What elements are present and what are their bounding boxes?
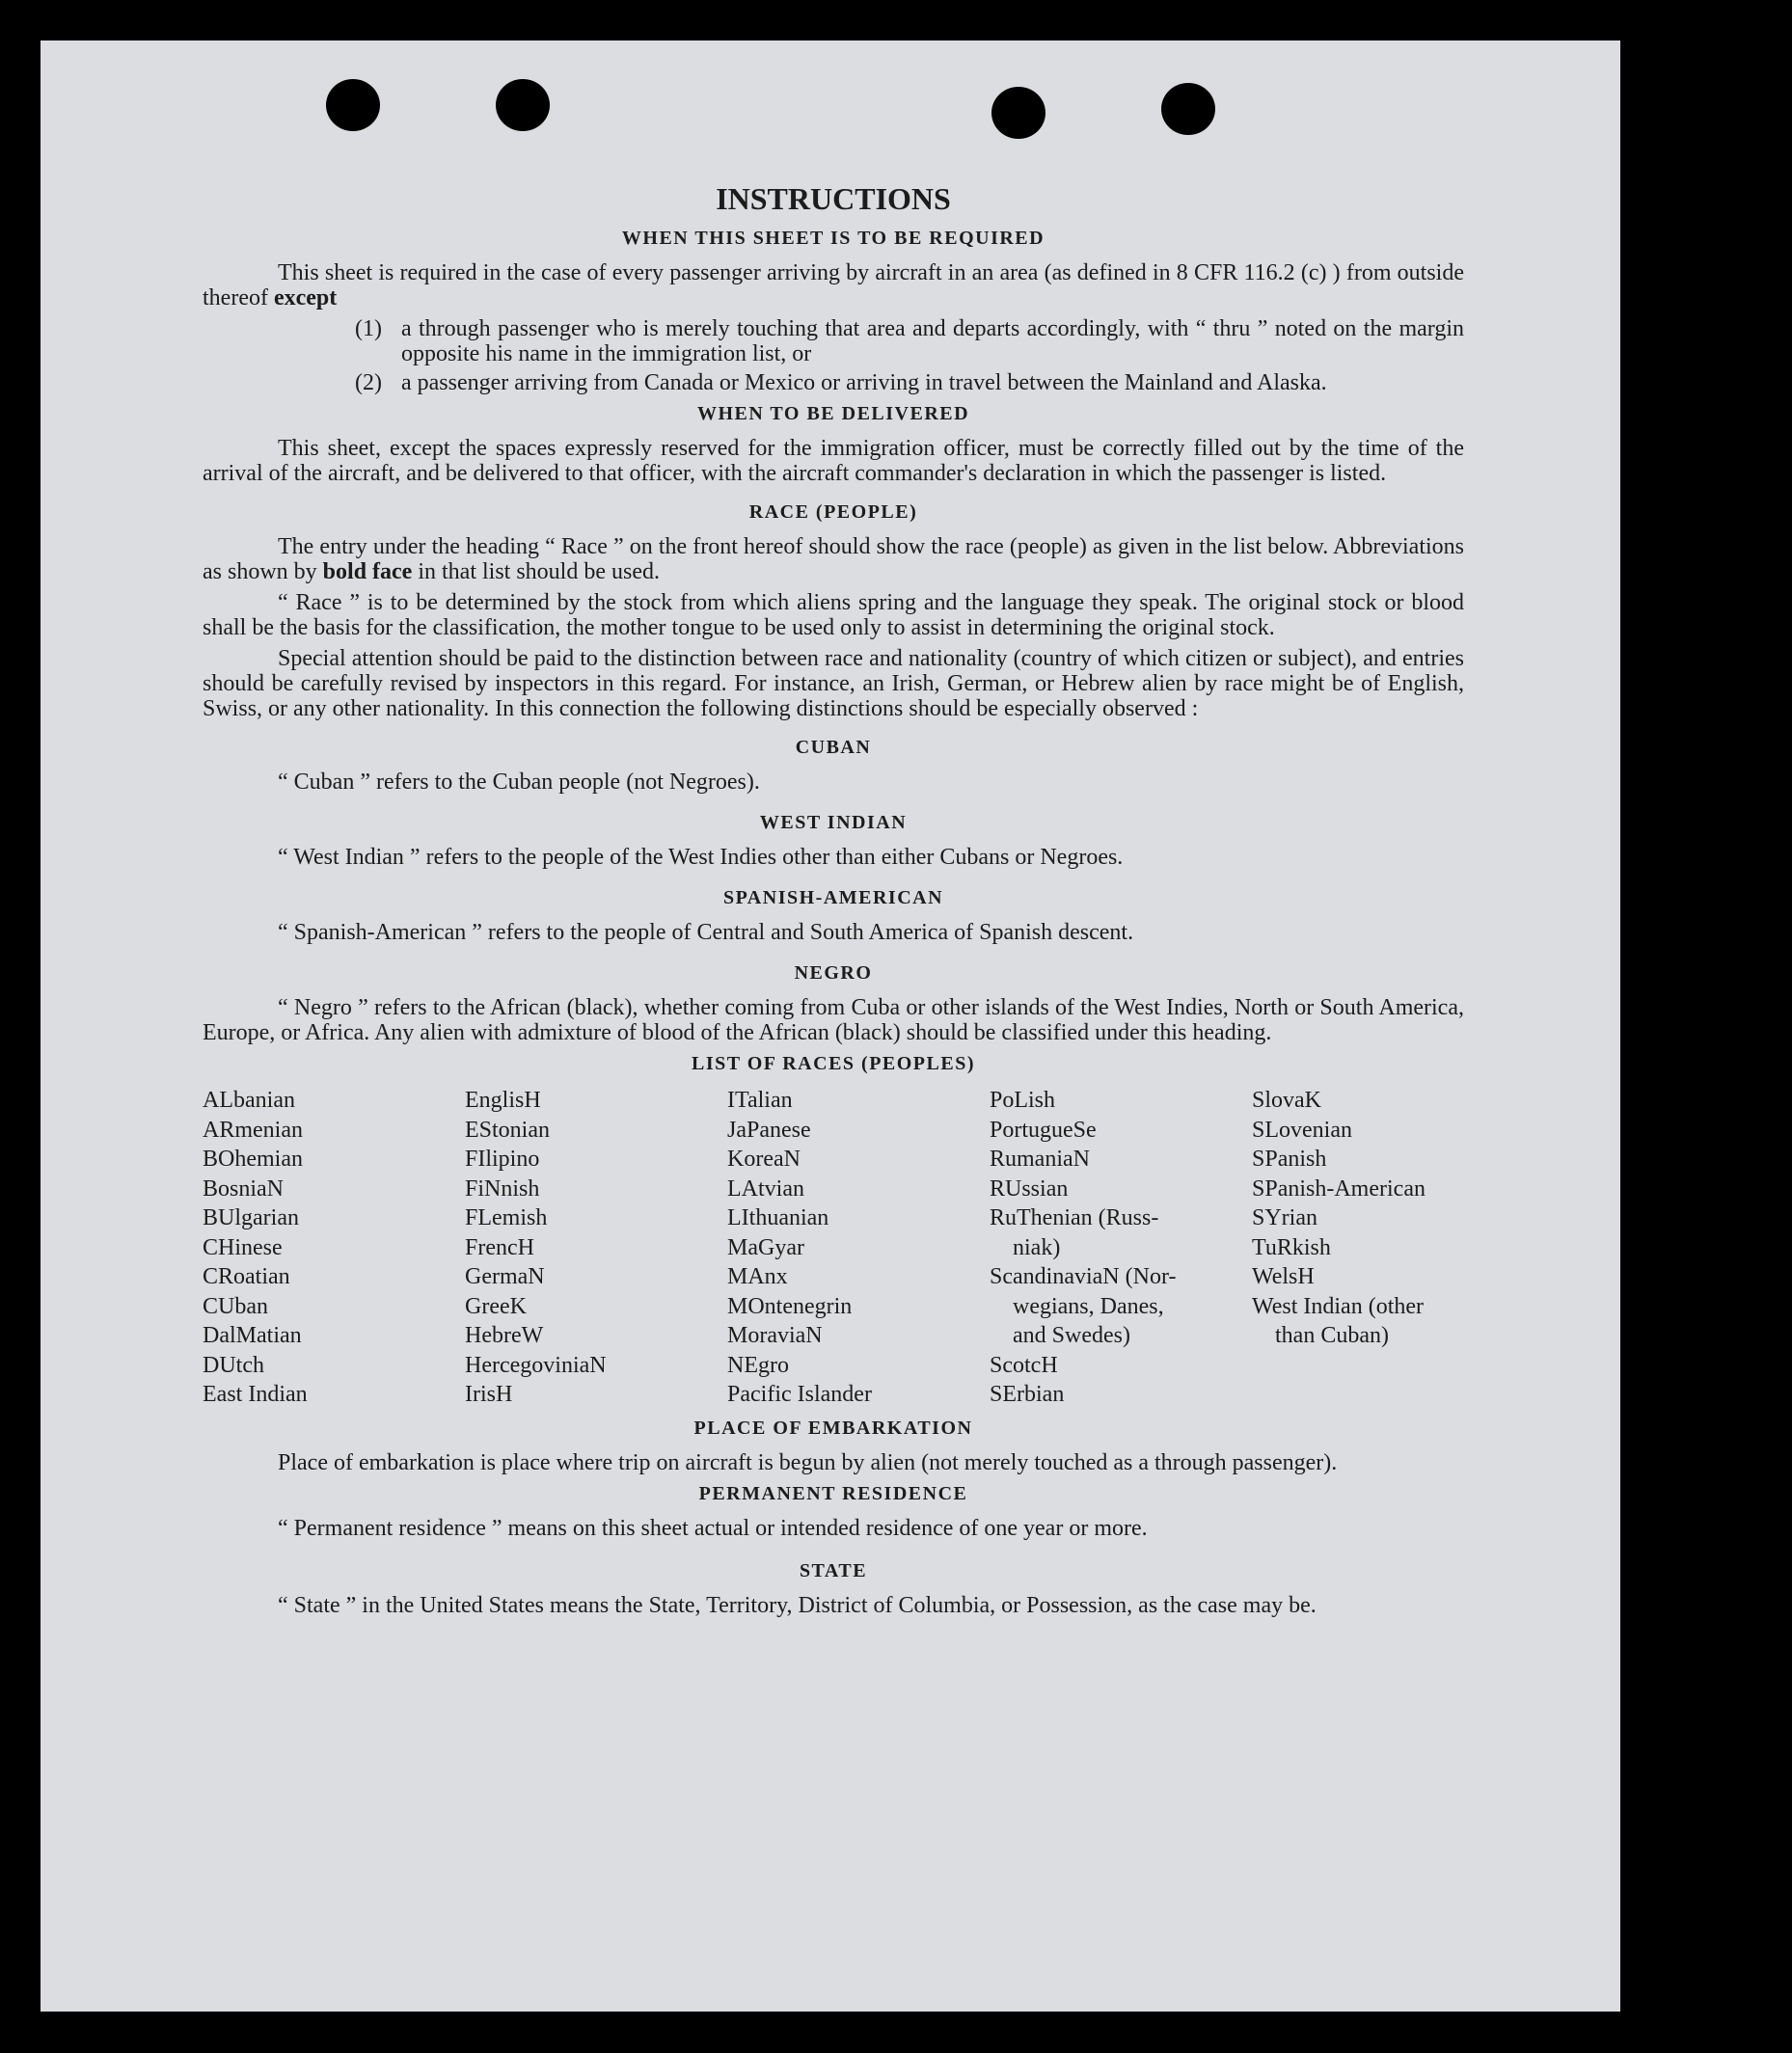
race-column-3 [727,1086,990,1410]
list-item: HebreW [465,1323,544,1348]
list-item: PortugueSe [990,1117,1097,1143]
list-item: HercegoviniaN [465,1352,607,1378]
spanish-american-text: “ Spanish-American ” refers to the people of Central and South America of Spanish descent. [278,920,1134,945]
embarkation-text: Place of embarkation is place where trip on aircraft is begun by alien (not merely touched as a through passenger). [278,1449,1338,1475]
punch-hole [991,87,1045,139]
list-item: EnglisH [465,1088,541,1113]
race-paragraph: “ Race ” is to be determined by the stock from which aliens spring and the language they speak. The original stock or blood shall be the basis for the classification, the mother tongue to be used only to assist in determining the original stock. [203,590,1464,640]
list-item: MoraviaN [727,1323,823,1348]
list-item: ScandinaviaN (Nor- [990,1264,1177,1289]
list-item: JaPanese [727,1117,811,1143]
list-item: WelsH [1252,1264,1315,1289]
section-heading-negro: NEGRO [794,962,873,984]
list-item: FiNnish [465,1175,540,1202]
list-item: FIlipino [465,1147,540,1172]
list-item: KoreaN [727,1147,801,1172]
list-item: EStonian [465,1117,550,1143]
list-item: East Indian [203,1382,308,1407]
list-item: TuRkish [1252,1234,1331,1260]
list-item: GermaN [465,1264,545,1289]
list-item: niak) [1013,1234,1061,1260]
race-paragraph: Special attention should be paid to the distinction between race and nationality (country of which citizen or subject), and entries should be carefully revised by inspectors in this regard. For instance, an Irish, German, or Hebrew alien by race might be of English, Swiss, or any other nationality. In this connection the following distinctions should be especially observed : [203,646,1464,721]
state-text: “ State ” in the United States means the State, Territory, District of Columbia, or Possession, as the case may be. [278,1592,1317,1618]
section-heading-state: STATE [799,1559,868,1581]
list-item: and Swedes) [1013,1323,1130,1348]
list-item: ALbanian [203,1088,295,1113]
section-heading-required: WHEN THIS SHEET IS TO BE REQUIRED [621,228,1045,249]
race-column-4 [990,1086,1252,1410]
race-paragraph: The entry under the heading “ Race ” on the front hereof should show the race (people) as given in the list below. Abbreviations as shown by bold face in that list should be used. [203,534,1464,584]
list-item: RUssian [990,1175,1069,1202]
list-item: SYrian [1252,1205,1317,1230]
list-item: BosniaN [203,1175,284,1202]
race-column-1 [203,1086,465,1410]
negro-text: “ Negro ” refers to the African (black), whether coming from Cuba or other islands of the West Indies, North or South America, Europe, or Africa. Any alien with admixture of blood of the African (black) should be classified under this heading. [203,995,1464,1045]
list-item: PoLish [990,1088,1056,1113]
list-item: BOhemian [203,1147,303,1172]
residence-text: “ Permanent residence ” means on this sheet actual or intended residence of one year or more. [278,1515,1148,1541]
list-item: SErbian [990,1382,1065,1407]
list-item: BUlgarian [203,1205,299,1230]
list-item: FrencH [465,1234,534,1260]
section-heading-cuban: CUBAN [795,737,872,758]
list-item: (1) a through passenger who is merely touching that area and departs accordingly, with “ thru ” noted on the margin opposite his name in the immigration list, or [355,316,1464,366]
page-title: INSTRUCTIONS [716,181,951,216]
list-item: CUban [203,1293,268,1319]
punch-hole [326,79,380,131]
list-item: ITalian [727,1088,793,1113]
list-item: Pacific Islander [727,1382,872,1407]
list-item: RumaniaN [990,1147,1090,1172]
list-item: LAtvian [727,1175,804,1202]
punch-hole [1161,83,1215,135]
list-item: SlovaK [1252,1088,1321,1113]
section-heading-embarkation: PLACE OF EMBARKATION [693,1417,973,1439]
list-item: IrisH [465,1382,513,1407]
delivered-text: This sheet, except the spaces expressly reserved for the immigration officer, must be correctly filled out by the time of the arrival of the aircraft, and be delivered to that officer, with the aircraft commander's declaration in which the passenger is listed. [203,436,1464,486]
section-heading-race: RACE (PEOPLE) [748,501,918,523]
race-list [203,1086,1464,1410]
list-item: CHinese [203,1234,283,1260]
section-heading-residence: PERMANENT RESIDENCE [698,1482,968,1504]
required-intro: This sheet is required in the case of every passenger arriving by aircraft in an area (as defined in 8 CFR 116.2 (c) ) from outside thereof except [203,260,1464,311]
section-heading-races: LIST OF RACES (PEOPLES) [691,1053,975,1074]
cuban-text: “ Cuban ” refers to the Cuban people (not Negroes). [278,770,760,795]
list-item: (2) a passenger arriving from Canada or Mexico or arriving in travel between the Mainland and Alaska. [355,370,1327,395]
list-item: NEgro [727,1352,789,1378]
list-item: DUtch [203,1352,264,1378]
list-item: SPanish-American [1252,1175,1425,1202]
punch-hole [496,79,550,131]
list-item: ScotcH [990,1352,1058,1378]
section-heading-spanish-american: SPANISH-AMERICAN [722,887,944,908]
list-item: CRoatian [203,1264,290,1289]
list-item: MOntenegrin [727,1293,853,1319]
race-column-2 [465,1086,727,1410]
list-item: wegians, Danes, [1013,1293,1164,1319]
race-column-5 [1252,1086,1464,1410]
list-item: MAnx [727,1264,788,1289]
list-item: LIthuanian [727,1205,829,1230]
list-item: than Cuban) [1275,1323,1389,1348]
list-item: ARmenian [203,1117,303,1143]
list-item: SPanish [1252,1147,1327,1172]
list-item: SLovenian [1252,1117,1352,1143]
list-item: RuThenian (Russ- [990,1205,1159,1230]
section-heading-west-indian: WEST INDIAN [759,812,908,833]
list-item: GreeK [465,1293,527,1319]
section-heading-delivered: WHEN TO BE DELIVERED [696,403,970,424]
list-item: FLemish [465,1205,548,1230]
list-item: West Indian (other [1252,1293,1425,1319]
instructions-text [203,181,1464,1624]
list-item: MaGyar [727,1234,804,1260]
list-item: DalMatian [203,1323,302,1348]
west-indian-text: “ West Indian ” refers to the people of the West Indies other than either Cubans or Negroes. [278,845,1124,870]
